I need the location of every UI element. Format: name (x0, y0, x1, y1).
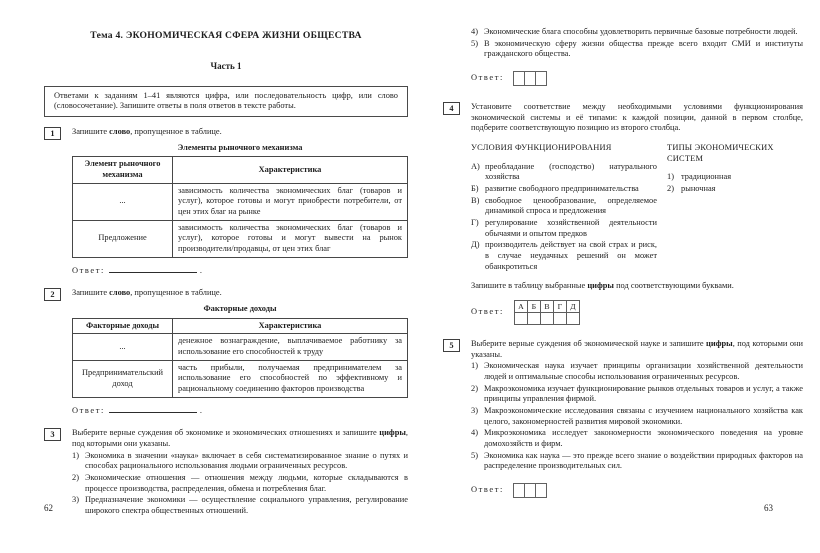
item-text: свободное ценообразование, определяемое динамикой спроса и предложения (485, 195, 657, 216)
item-text: Микроэкономика исследует закономерности экономического поведения на уровне домохозяйств и фирм. (484, 428, 803, 449)
matching-right-column (667, 143, 803, 272)
instruction-box (44, 86, 408, 117)
answer-box-cell (535, 483, 547, 498)
matching-columns (471, 143, 803, 272)
task-5-prompt (471, 339, 803, 360)
item-marker: Д) (471, 240, 480, 250)
task-2-number-box: 2 (44, 288, 61, 301)
table-cell: зависимость количества экономических благ (товаров и услуг), которое готовы и могут вывести на рынок производители/продавцы, от цен этих благ (173, 220, 408, 257)
task-3-prompt-bold: цифры (379, 428, 406, 438)
list-item (72, 451, 408, 472)
list-item (471, 428, 803, 449)
item-marker: Г) (471, 218, 479, 228)
grid-letter-cell: Г (553, 301, 566, 313)
task-4-number-box: 4 (443, 102, 460, 115)
task-5-prompt-bold: цифры (706, 339, 733, 349)
item-marker: 5) (471, 450, 478, 460)
task-5-answer-cells (471, 483, 803, 498)
match-option (471, 184, 657, 195)
grid-input-cell (566, 313, 579, 325)
table-header-cell: Элемент рыночного механизма (73, 157, 173, 183)
item-text: производитель действует на свой страх и риск, в случае неудачных решений он может обанкротиться (485, 240, 657, 271)
item-marker: 2) (72, 473, 79, 483)
task-4-answer-grid (471, 300, 803, 325)
task-1-table (72, 156, 408, 257)
answer-period: . (199, 265, 203, 275)
grid-letter-cell: Б (527, 301, 540, 313)
list-item (471, 384, 803, 405)
answer-boxes (514, 483, 547, 498)
answer-label: Ответ: (72, 405, 105, 415)
item-text: преобладание (господство) натурального хозяйства (485, 161, 657, 182)
topic-title: Тема 4. ЭКОНОМИЧЕСКАЯ СФЕРА ЖИЗНИ ОБЩЕСТВА (90, 30, 362, 41)
grid-input-cell (553, 313, 566, 325)
answer-label: Ответ: (471, 307, 504, 317)
item-text: В экономическую сферу жизни общества прежде всего входит СМИ и институты гражданского общества. (484, 38, 803, 59)
match-option (471, 218, 657, 239)
item-marker: 2) (471, 383, 478, 393)
task-1-body (72, 127, 408, 276)
item-marker: 1) (667, 172, 674, 182)
item-text: Экономика как наука — это прежде всего знание о воздействии природных факторов на распределение производительных сил. (484, 450, 803, 471)
task-4-grid-note (471, 281, 803, 292)
answer-label: Ответ: (471, 73, 504, 83)
item-marker: 4) (471, 428, 478, 438)
grid-input-cell (527, 313, 540, 325)
table-header-cell: Характеристика (173, 318, 408, 334)
table-cell: Предложение (73, 220, 173, 257)
task-5-body (471, 339, 803, 498)
matching-left-column (471, 143, 657, 272)
left-column-heading: УСЛОВИЯ ФУНКЦИОНИРОВАНИЯ (471, 143, 612, 153)
item-marker: Б) (471, 184, 479, 194)
task-3-prompt-pre: Выберите верные суждения об экономике и экономических отношениях и запишите (72, 428, 380, 438)
task-2-table-title: Факторные доходы (203, 304, 277, 313)
task-2-prompt-post: , пропущенное в таблице. (130, 288, 222, 298)
answer-label: Ответ: (471, 485, 504, 495)
answer-label: Ответ: (72, 265, 105, 275)
task-3-answer-cells (471, 71, 803, 86)
grid-letter-cell: В (540, 301, 553, 313)
item-text: Экономические блага способны удовлетворить первичные базовые потребности людей. (484, 27, 798, 36)
list-item (471, 39, 803, 60)
item-marker: 1) (72, 450, 79, 460)
table-cell: денежное вознаграждение, выплачиваемое работнику за использование его способностей к труду (173, 334, 408, 360)
list-item (471, 27, 803, 38)
list-item (471, 361, 803, 382)
item-text: традиционная (681, 172, 732, 182)
task-1-prompt-bold: слово (109, 126, 131, 136)
left-page (44, 0, 408, 517)
part-heading: Часть 1 (210, 61, 242, 72)
item-marker: А) (471, 161, 480, 171)
answer-period: . (199, 405, 203, 415)
task-5-prompt-post: , под которыми они указаны. (471, 339, 803, 359)
grid-letter-cell: А (514, 301, 527, 313)
answer-blank (109, 406, 197, 413)
item-text: Экономика в значении «наука» включает в себя систематизированное знание о путях и способах рационального использования людьми ограниченных ресурсов. (85, 450, 408, 471)
task-4 (443, 102, 803, 325)
table-cell: Предпринимательский доход (73, 360, 173, 397)
type-item (667, 172, 803, 183)
task-5 (443, 339, 803, 498)
list-item (72, 473, 408, 494)
page-number-right: 63 (764, 503, 773, 513)
task-2-body (72, 288, 408, 416)
grid-input-cell (540, 313, 553, 325)
task-3-prompt (72, 428, 408, 449)
right-column-heading: ТИПЫ ЭКОНОМИЧЕСКИХ СИСТЕМ (667, 143, 774, 163)
grid-letter-cell: Д (566, 301, 579, 313)
task-1-prompt-pre: Запишите (72, 126, 110, 136)
item-marker: 5) (471, 38, 478, 48)
item-text: Макроэкономические исследования связаны с изучением национального хозяйства как целого, закономерностей развития мировой экономики. (484, 406, 803, 426)
item-text: рыночная (681, 184, 716, 194)
table-cell: ... (73, 183, 173, 220)
page-number-left: 62 (44, 503, 53, 513)
answer-grid-table (514, 300, 580, 325)
table-cell: часть прибыли, получаемая предпринимателем за использование его способностей по эффективному и рациональному соединению факторов производства (173, 360, 408, 397)
grid-note-bold: цифры (587, 281, 614, 291)
item-text: регулирование хозяйственной деятельности обычаями и опытом предков (485, 218, 657, 238)
list-item (471, 406, 803, 427)
item-marker: В) (471, 195, 480, 205)
table-header-cell: Характеристика (173, 157, 408, 183)
item-text: развитие свободного предпринимательства (485, 184, 639, 194)
item-marker: 3) (471, 406, 478, 416)
task-1 (44, 127, 408, 276)
task-4-body (471, 102, 803, 325)
item-marker: 1) (471, 361, 478, 371)
task-2-prompt-pre: Запишите (72, 288, 110, 298)
task-3-number-box: 3 (44, 428, 61, 441)
item-marker: 4) (471, 27, 478, 36)
grid-note-post: под соответствующими буквами. (613, 281, 734, 291)
list-item (72, 495, 408, 516)
task-1-prompt-post: , пропущенное в таблице. (130, 126, 222, 136)
task-2-prompt (72, 288, 408, 299)
right-page (443, 0, 803, 498)
task-1-table-title: Элементы рыночного механизма (177, 142, 303, 152)
item-text: Предназначение экономики — осуществление социального управления, регулирование широкого спектра общественных отношений. (85, 495, 408, 516)
answer-blank (109, 266, 197, 273)
table-cell: зависимость количества экономических благ (товаров и услуг), которое готовы и могут приобрести потребители, от цен этих благ на рынке (173, 183, 408, 220)
task-3-continuation (471, 27, 803, 86)
task-2-answer-line (72, 406, 408, 417)
item-marker: 2) (667, 184, 674, 194)
match-option (471, 196, 657, 217)
task-2 (44, 288, 408, 416)
task-3-prompt-post: , под которыми они указаны. (72, 428, 408, 449)
task-4-prompt: Установите соответствие между необходимыми условиями функционирования экономической системы и её типами: к каждой позиции, данной в первом столбце, подберите соответствующую позицию из второго столбца. (471, 102, 803, 133)
task-3 (44, 428, 408, 516)
item-text: Макроэкономика изучает функционирование рынков отдельных товаров и услуг, а также принципы управления фирмой. (484, 383, 803, 404)
item-marker: 3) (72, 495, 79, 505)
grid-note-pre: Запишите в таблицу выбранные (471, 281, 588, 291)
instruction-text: Ответами к заданиям 1–41 являются цифра, или последовательность цифр, или слово (словосочетание). Запишите ответы в поля ответов в тексте работы. (54, 90, 398, 111)
answer-box-cell (535, 71, 547, 86)
item-text: Экономические отношения — отношения между людьми, которые складываются в процессе производства, распределения, обмена и потребления благ. (85, 473, 408, 493)
type-item (667, 184, 803, 195)
item-text: Экономическая наука изучает принципы организации хозяйственной деятельности людей и оптимальные способы использования ограниченных ресурсов. (484, 361, 803, 382)
grid-input-cell (514, 313, 527, 325)
task-2-table (72, 318, 408, 398)
task-1-number-box: 1 (44, 127, 61, 140)
task-5-number-box: 5 (443, 339, 460, 352)
list-item (471, 451, 803, 472)
match-option (471, 162, 657, 183)
table-cell: ... (73, 334, 173, 360)
answer-boxes (514, 71, 547, 86)
task-5-prompt-pre: Выберите верные суждения об экономической науке и запишите (471, 339, 707, 349)
task-1-prompt (72, 127, 408, 138)
table-header-cell: Факторные доходы (73, 318, 173, 334)
match-option (471, 240, 657, 272)
task-3-body (72, 428, 408, 516)
task-1-answer-line (72, 266, 408, 277)
task-2-prompt-bold: слово (109, 288, 131, 298)
